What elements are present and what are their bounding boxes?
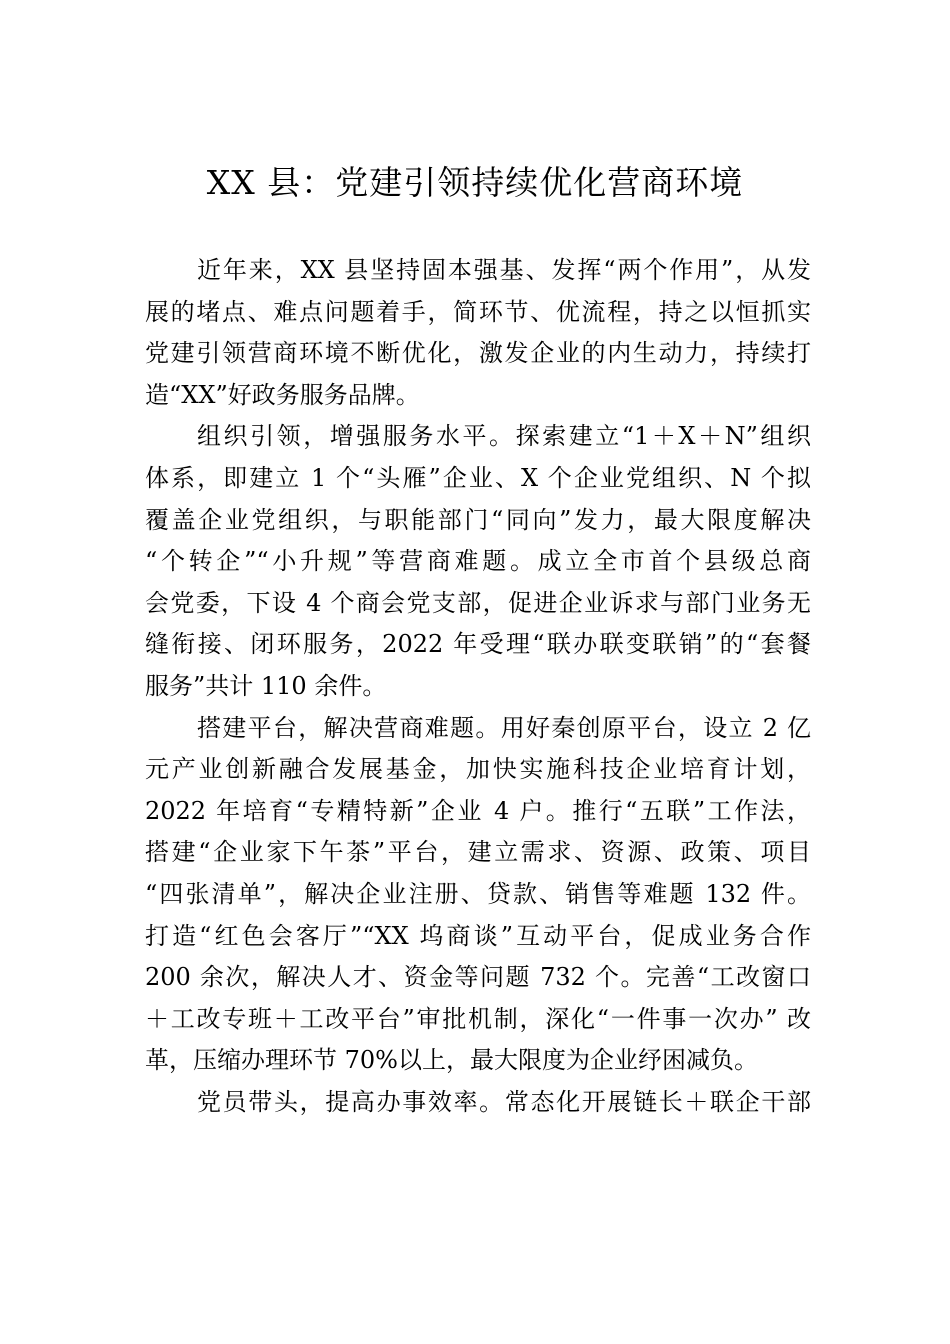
- text-line: 党建引领营商环境不断优化，激发企业的内生动力，持续打: [145, 339, 811, 368]
- text-line: 造“XX”好政务服务品牌。: [145, 380, 420, 409]
- paragraph-platform: [145, 708, 811, 1082]
- text-line: ＋工改专班＋工改平台”审批机制，深化“一件事一次办” 改: [145, 1004, 811, 1033]
- text-line: 搭建平台，解决营商难题。用好秦创原平台，设立 2 亿: [197, 713, 811, 742]
- text-line: 展的堵点、难点问题着手，简环节、优流程，持之以恒抓实: [145, 297, 811, 326]
- text-line: 覆盖企业党组织，与职能部门“同向”发力，最大限度解决: [145, 505, 811, 534]
- text-line: 缝衔接、闭环服务，2022 年受理“联办联变联销”的“套餐: [145, 630, 811, 659]
- text-line: 体系，即建立 1 个“头雁”企业、X 个企业党组织、N 个拟: [145, 463, 811, 492]
- text-line: 党员带头，提高办事效率。常态化开展链长＋联企干部: [197, 1087, 811, 1116]
- text-line: 2022 年培育“专精特新”企业 4 户。推行“五联”工作法，: [145, 796, 811, 825]
- paragraph-intro: [145, 250, 811, 416]
- text-line: 服务”共计 110 余件。: [145, 671, 387, 700]
- paragraph-organization: [145, 416, 811, 707]
- text-line: 元产业创新融合发展基金，加快实施科技企业培育计划，: [145, 755, 811, 784]
- text-line: 200 余次，解决人才、资金等问题 732 个。完善“工改窗口: [145, 963, 811, 992]
- text-line: “个转企”“小升规”等营商难题。成立全市首个县级总商: [145, 547, 811, 576]
- text-line: 革，压缩办理环节 70%以上，最大限度为企业纾困减负。: [145, 1046, 758, 1075]
- text-line: 组织引领，增强服务水平。探索建立“1＋X＋N”组织: [197, 422, 811, 451]
- text-line: 会党委，下设 4 个商会党支部，促进企业诉求与部门业务无: [145, 588, 811, 617]
- text-line: 打造“红色会客厅”“XX 坞商谈”互动平台，促成业务合作: [145, 921, 811, 950]
- text-line: 近年来，XX 县坚持固本强基、发挥“两个作用”，从发: [197, 256, 811, 284]
- paragraph-party-members: [145, 1082, 811, 1124]
- document-body: [145, 250, 811, 1123]
- text-line: 搭建“企业家下午茶”平台，建立需求、资源、政策、项目: [145, 838, 811, 867]
- document-title: XX 县：党建引领持续优化营商环境: [206, 163, 744, 202]
- text-line: “四张清单”，解决企业注册、贷款、销售等难题 132 件。: [145, 879, 811, 908]
